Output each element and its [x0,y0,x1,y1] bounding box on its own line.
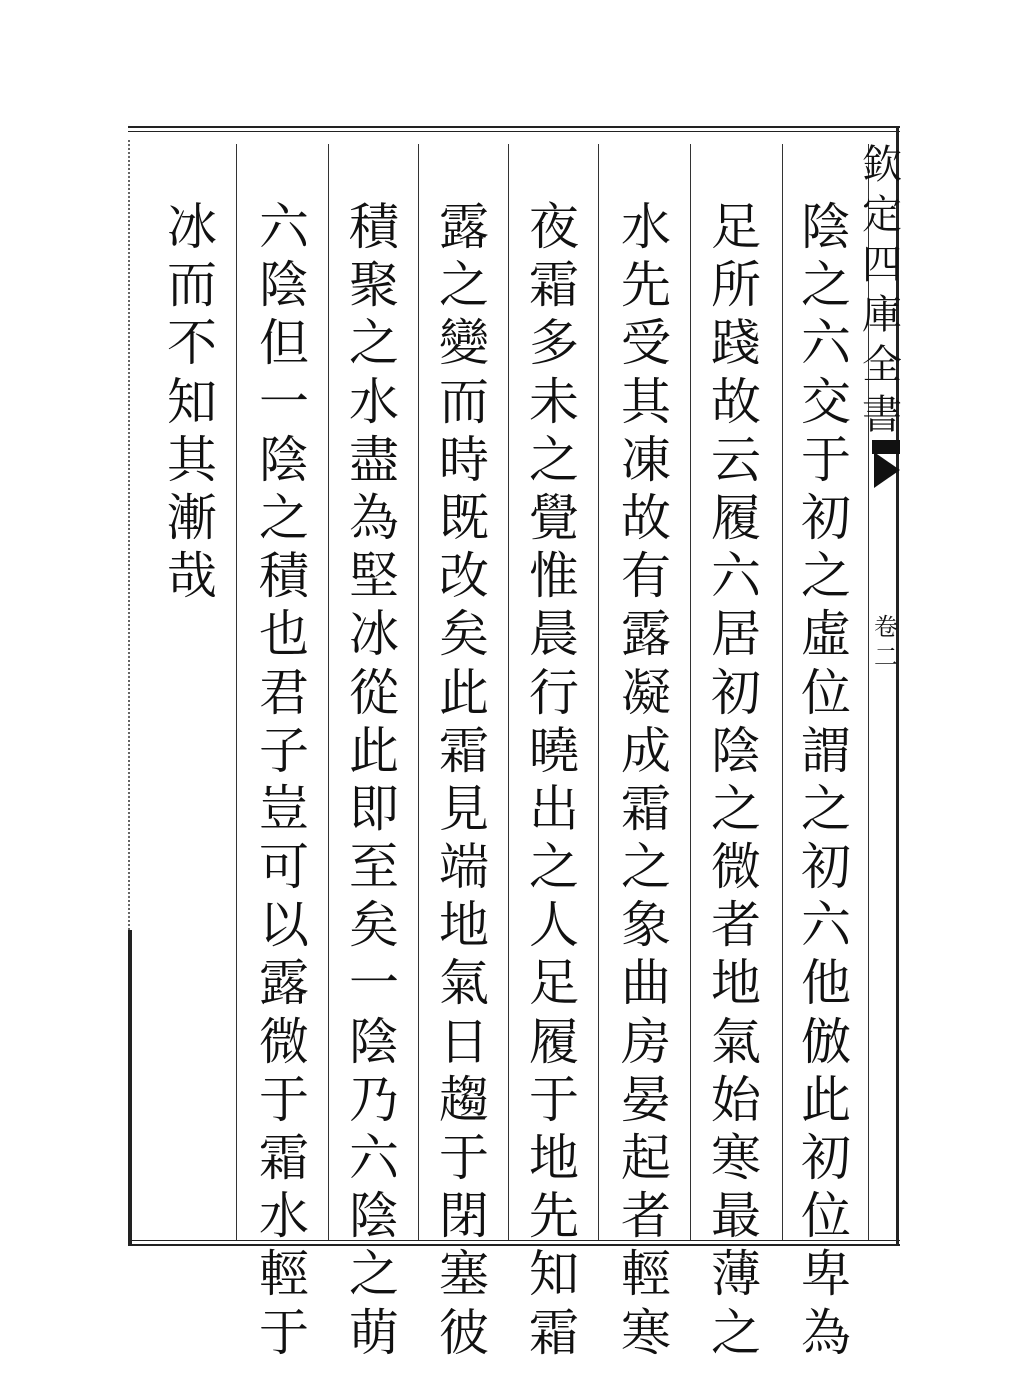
column-rule [328,144,329,1240]
text-column-3: 水 先 受 其 凍 故 有 露 凝 成 霜 之 象 曲 房 晏 起 者 輕 寒 [621,198,671,1362]
text-column-5: 露 之 變 而 時 既 改 矣 此 霜 見 端 地 氣 日 趨 于 閉 塞 彼 [439,198,489,1362]
text-column-1: 陰 之 六 交 于 初 之 虛 位 謂 之 初 六 他 倣 此 初 位 卑 為 [801,198,851,1362]
column-rule [690,144,691,1240]
frame-top-border [128,126,900,132]
frame-left-border [128,140,133,930]
margin-title: 欽 定 四 庫 全 書 [862,142,902,438]
column-rule [418,144,419,1240]
column-rule [782,144,783,1240]
column-rule [236,144,237,1240]
fishtail-mark-triangle [874,452,900,488]
text-column-6: 積 聚 之 水 盡 為 堅 冰 從 此 即 至 矣 一 陰 乃 六 陰 之 萌 [349,198,399,1362]
text-column-8: 冰 而 不 知 其 漸 哉 [167,198,217,606]
text-column-2: 足 所 踐 故 云 履 六 居 初 陰 之 微 者 地 氣 始 寒 最 薄 之 [711,198,761,1362]
text-column-7: 六 陰 但 一 陰 之 積 也 君 子 豈 可 以 露 微 于 霜 水 輕 于 [259,198,309,1362]
frame-bottom-border [128,1240,900,1246]
frame-left-border-solid [128,930,132,1246]
text-column-4: 夜 霜 多 未 之 覺 惟 晨 行 曉 出 之 人 足 履 于 地 先 知 霜 [529,198,579,1362]
column-rule [508,144,509,1240]
column-rule [598,144,599,1240]
juan-number: 卷 二 [874,613,898,671]
